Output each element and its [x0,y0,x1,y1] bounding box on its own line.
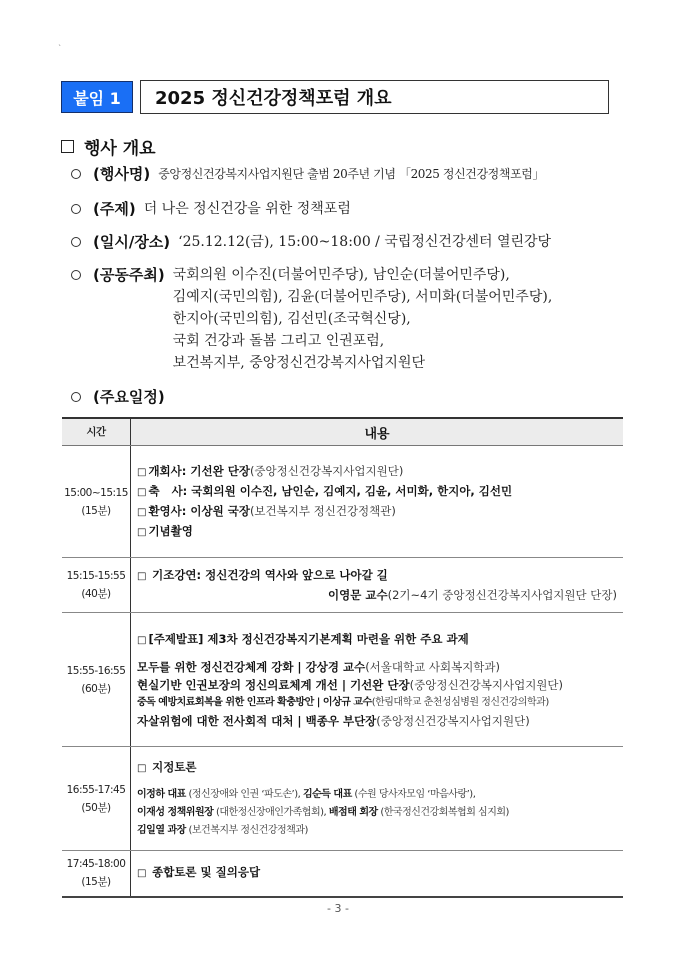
line-normal: (중앙정신건강복지사업지원단) [409,677,564,692]
content-cell [131,851,624,897]
theme-value: 더 나은 정신건강을 위한 정책포럼 [143,201,351,217]
section-heading [61,134,156,159]
small-square-icon: □ [137,868,147,880]
circle-bullet-icon [71,169,81,179]
cohost-line: 한지아(국민의힘), 김선민(조국혁신당), [172,311,411,327]
table-row [62,558,623,613]
table-row [62,851,623,897]
presentation-title: [주제발표] 제3차 정신건강복지기본계획 마련을 위한 주요 과제 [148,631,469,646]
duration: (50분) [81,801,111,814]
content-cell [131,446,624,558]
line-normal: (한림대학교 춘천성심병원 정신건강의학과) [371,696,549,708]
keynote-speaker: 이영문 교수 [328,588,388,602]
event-name-item [71,163,544,184]
time-range: 16:55-17:45 [66,783,126,796]
theme-item [71,198,351,219]
duration: (40분) [81,588,111,600]
line-bold: 김순득 대표 [302,788,352,800]
line-normal: (대한정신장애인가족협회), [213,806,329,818]
line-bold: 이정하 대표 [137,788,186,800]
table-row [62,747,623,851]
line-bold: 환영사: 이상원 국장 [148,503,250,518]
content-cell [131,613,624,747]
schedule-item [71,386,173,407]
keynote-title: 기조강연: 정신건강의 역사와 앞으로 나아갈 길 [152,568,388,582]
line-bold: 김일열 과장 [137,824,186,836]
small-square-icon: □ [137,506,147,518]
cohost-line: 국회 건강과 돌봄 그리고 인권포럼, [172,333,385,349]
line-normal: (서울대학교 사회복지학과) [365,659,501,674]
small-square-icon: □ [137,486,147,498]
small-square-icon: □ [137,466,147,478]
datetime-value: ‘25.12.12(금), 15:00~18:00 / 국립정신건강센터 열린강당 [178,234,552,250]
square-bullet-icon [61,140,74,153]
circle-bullet-icon [71,392,81,402]
cohost-line: 김예지(국민의힘), 김윤(더불어민주당), 서미화(더불어민주당), [172,289,553,305]
time-range: 15:55-16:55 [66,664,126,677]
cohost-line: 보건복지부, 중앙정신건강복지사업지원단 [172,355,426,371]
line-normal: (수원 당사자모임 ‘마음사랑’), [351,788,476,800]
schedule-label: (주요일정) [93,388,165,406]
content-cell [131,747,624,851]
small-square-icon: □ [137,526,147,538]
keynote-affiliation: (2기~4기 중앙정신건강복지사업지원단 단장) [387,588,617,602]
small-square-icon: □ [137,634,147,646]
event-name-value: 중앙정신건강복지사업지원단 출범 20주년 기념 「2025 정신건강정책포럼」 [158,167,545,181]
panel-title: 지정토론 [152,759,197,774]
duration: (15분) [81,876,111,889]
time-cell [62,851,131,897]
line-normal: (한국정신건강회복협회 심지회) [377,806,509,818]
circle-bullet-icon [71,204,81,214]
time-range: 15:00~15:15 [64,486,128,499]
small-square-icon: □ [137,762,147,774]
line-normal: (보건복지부 정신건강정책관) [249,503,396,518]
line-bold: 현실기반 인권보장의 정신의료체계 개선 | 기선완 단장 [137,677,410,692]
line-normal: (중앙정신건강복지사업지원단) [376,713,530,728]
time-cell [62,613,131,747]
datetime-label: (일시/장소) [93,233,171,251]
time-cell [62,558,131,613]
document-title-row [61,81,609,114]
line-normal: (정신장애와 인권 ‘파도손’), [185,788,303,800]
time-range: 17:45-18:00 [66,858,126,871]
event-name-label: (행사명) [93,165,151,183]
cohosts-label: (공동주최) [93,266,165,284]
line-normal: (보건복지부 정신건강정책과) [185,824,308,836]
theme-label: (주제) [93,200,136,218]
table-header-row [62,418,623,446]
header-time: 시간 [62,418,131,446]
line-bold: 이재성 정책위원장 [137,806,214,818]
line-bold: 중독 예방치료회복을 위한 인프라 확충방안 | 이상규 교수 [137,696,372,708]
line-bold: 축 사: 국회의원 이수진, 남인순, 김예지, 김윤, 서미화, 한지아, 김선민 [148,483,513,498]
time-range: 15:15-15:55 [66,570,126,582]
datetime-item [71,231,551,252]
closing-title: 종합토론 및 질의응답 [152,865,261,880]
line-bold: 모두를 위한 정신건강체계 강화 | 강상경 교수 [137,659,366,674]
line-bold: 개회사: 기선완 단장 [148,463,250,478]
small-square-icon: □ [137,571,147,582]
line-normal: (중앙정신건강복지사업지원단) [249,463,404,478]
section-title: 행사 개요 [84,139,156,159]
circle-bullet-icon [71,270,81,280]
header-content: 내용 [131,418,624,446]
table-row [62,446,623,558]
time-cell [62,446,131,558]
circle-bullet-icon [71,237,81,247]
line-bold: 기념촬영 [148,523,193,538]
cohost-line: 국회의원 이수진(더불어민주당), 남인순(더불어민주당), [172,267,510,283]
table-row [62,613,623,747]
duration: (60분) [81,682,111,695]
stray-mark: ` [58,44,62,53]
page-number: - 3 - [327,902,349,915]
appendix-badge: 붙임 1 [61,81,133,113]
time-cell [62,747,131,851]
schedule-table [62,417,623,898]
line-bold: 배점태 회장 [328,806,378,818]
cohosts-list [173,264,553,374]
content-cell [131,558,624,613]
document-title: 2025 정신건강정책포럼 개요 [140,80,609,114]
cohosts-item [71,264,552,374]
duration: (15분) [81,504,111,517]
line-bold: 자살위험에 대한 전사회적 대처 | 백종우 부단장 [137,713,377,728]
